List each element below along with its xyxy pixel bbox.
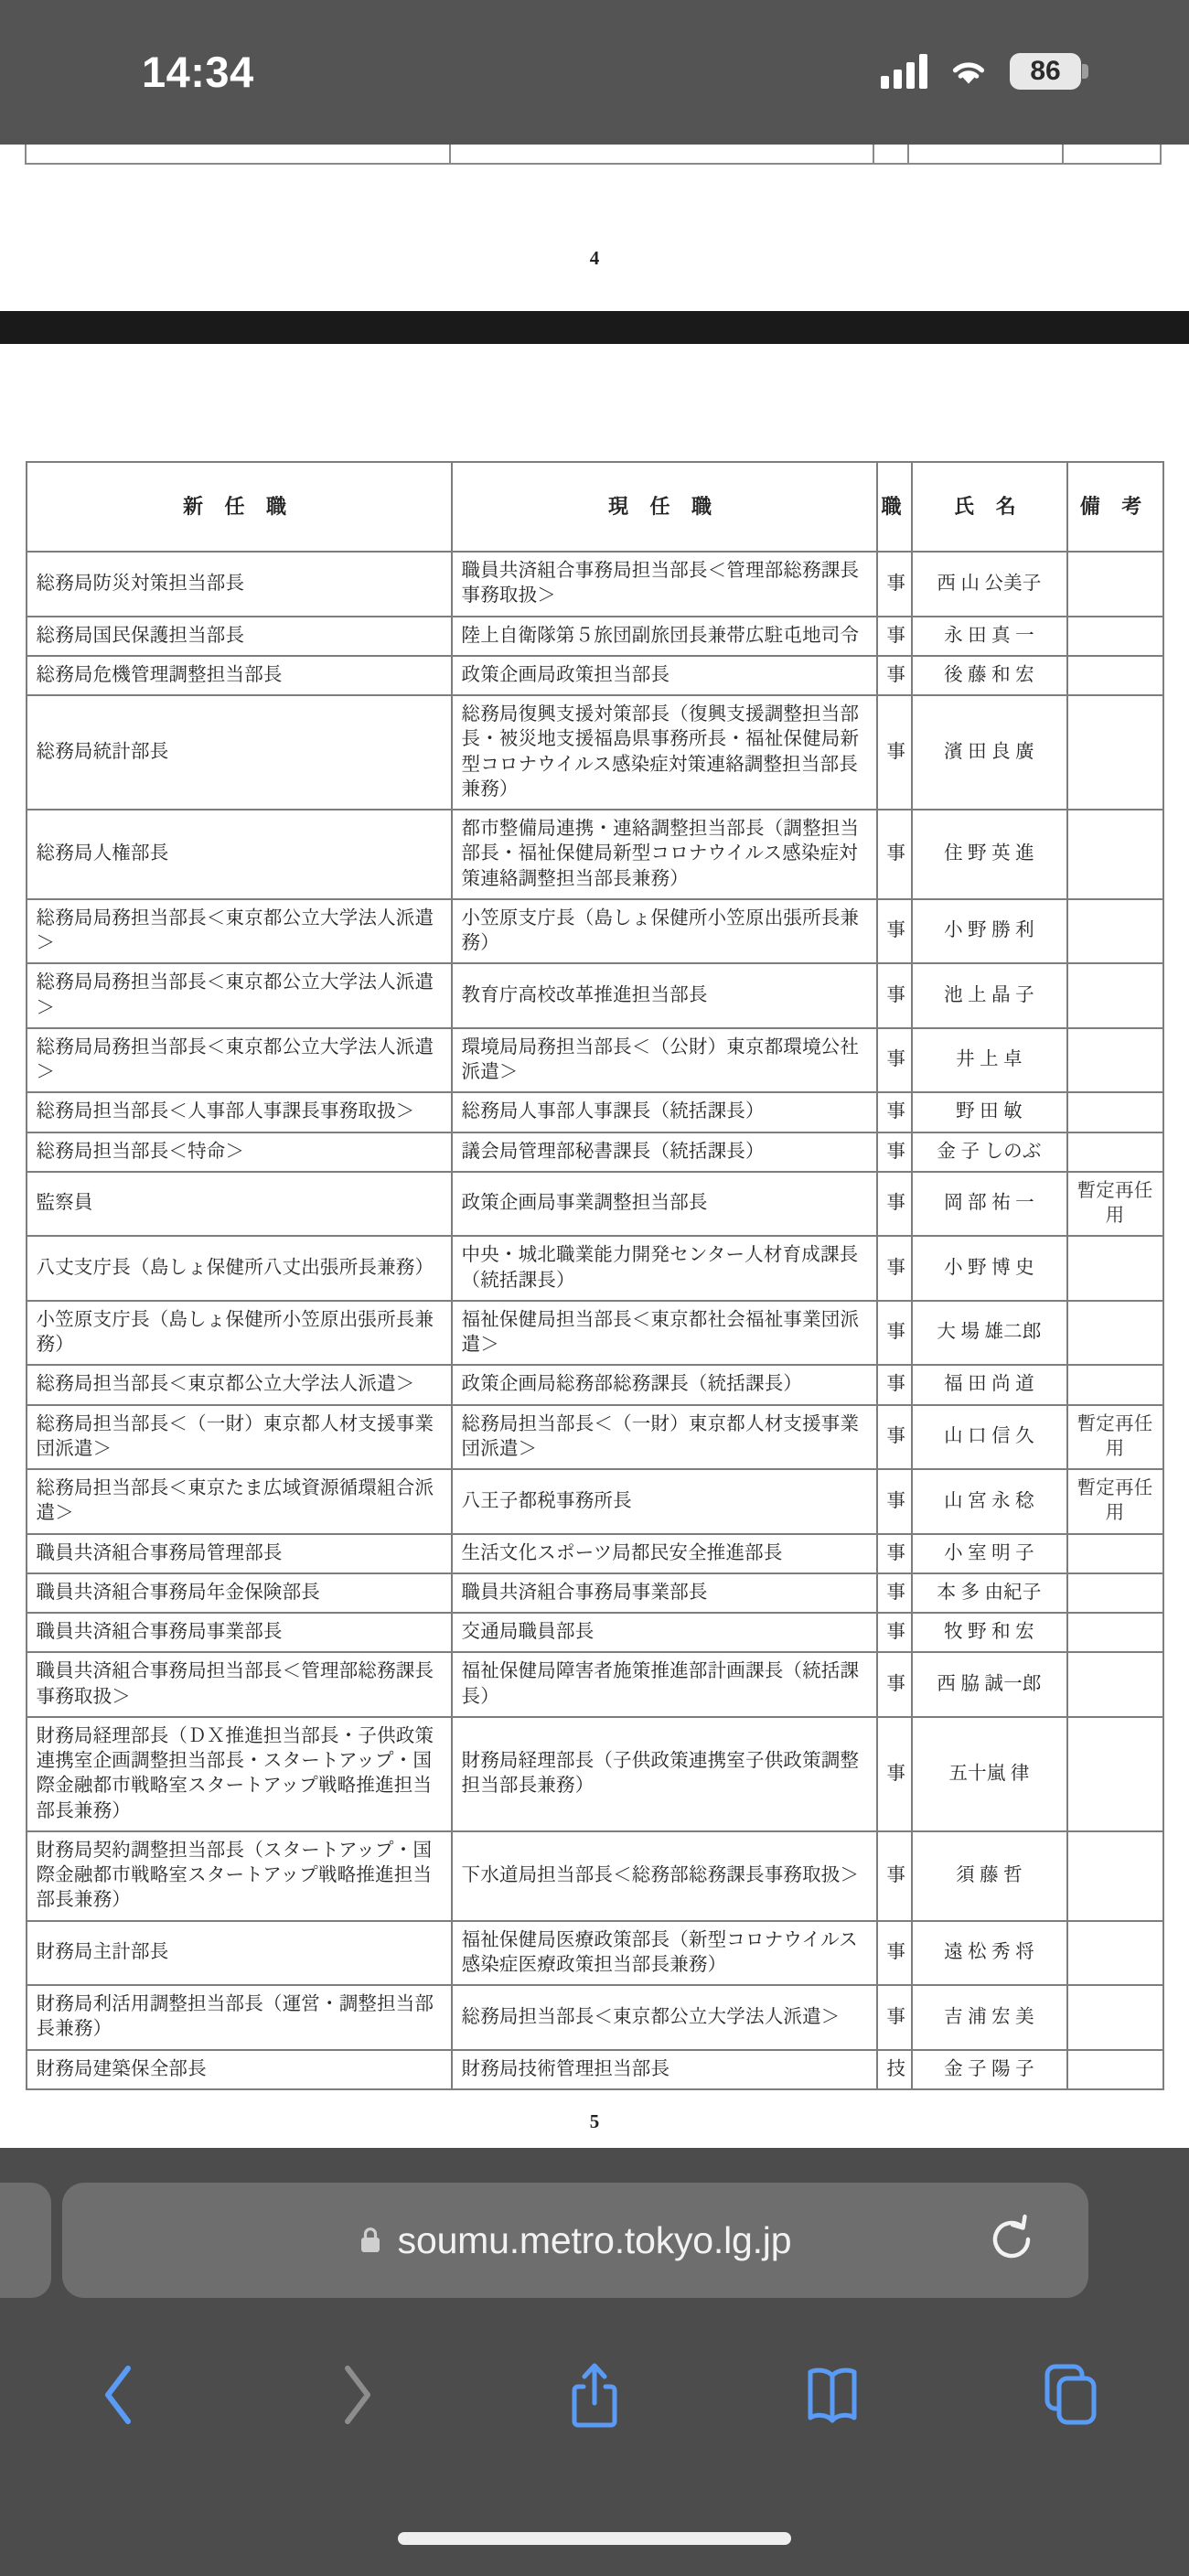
cell-name: 金 子 しのぶ <box>912 1132 1067 1172</box>
cell-remarks <box>1067 810 1163 899</box>
cell-remarks <box>1067 2050 1163 2089</box>
cell-remarks <box>1067 1921 1163 1986</box>
previous-page-table-fragment <box>25 145 1162 165</box>
cell-type: 事 <box>877 1831 912 1921</box>
cell-current-post: 職員共済組合事務局事業部長 <box>452 1573 877 1613</box>
wifi-icon <box>948 55 990 88</box>
cell-name: 五十嵐 律 <box>912 1717 1067 1831</box>
cell-new-post: 総務局国民保護担当部長 <box>27 617 452 656</box>
cell-name: 本 多 由紀子 <box>912 1573 1067 1613</box>
cell-type: 事 <box>877 1092 912 1132</box>
cell-new-post: 職員共済組合事務局年金保険部長 <box>27 1573 452 1613</box>
tabs-button[interactable] <box>951 2331 1189 2459</box>
cell-current-post: 教育庁高校改革推進担当部長 <box>452 963 877 1028</box>
ios-status-bar <box>0 0 1189 145</box>
cell-remarks <box>1067 963 1163 1028</box>
cell-new-post: 総務局防災対策担当部長 <box>27 552 452 617</box>
cell-remarks <box>1067 1092 1163 1132</box>
cell-new-post: 財務局建築保全部長 <box>27 2050 452 2089</box>
cell-remarks <box>1067 695 1163 810</box>
cell-current-post: 職員共済組合事務局担当部長＜管理部総務課長事務取扱＞ <box>452 552 877 617</box>
table-row <box>27 1717 1163 1831</box>
url-bar-row <box>0 2183 1189 2298</box>
home-indicator <box>398 2532 791 2545</box>
cell-name: 濱 田 良 廣 <box>912 695 1067 810</box>
table-row <box>27 1534 1163 1573</box>
cell-type: 事 <box>877 1028 912 1093</box>
cell-new-post: 総務局担当部長＜（一財）東京都人材支援事業団派遣＞ <box>27 1405 452 1470</box>
cell-new-post: 総務局局務担当部長＜東京都公立大学法人派遣＞ <box>27 1028 452 1093</box>
cell-type: 事 <box>877 1717 912 1831</box>
cell-remarks <box>1067 1132 1163 1172</box>
cell-type: 事 <box>877 1405 912 1470</box>
cell-new-post: 財務局主計部長 <box>27 1921 452 1986</box>
cell-new-post: 職員共済組合事務局事業部長 <box>27 1613 452 1652</box>
cell-name: 小 野 勝 利 <box>912 899 1067 964</box>
reload-icon[interactable] <box>988 2214 1035 2265</box>
cell-type: 事 <box>877 1469 912 1534</box>
table-row <box>27 963 1163 1028</box>
address-bar[interactable] <box>62 2183 1088 2298</box>
cell-new-post: 小笠原支庁長（島しょ保健所小笠原出張所長兼務） <box>27 1301 452 1366</box>
cell-current-post: 環境局局務担当部長＜（公財）東京都環境公社派遣＞ <box>452 1028 877 1093</box>
previous-page-number: 4 <box>589 247 600 269</box>
cell-remarks <box>1067 1573 1163 1613</box>
safari-toolbar <box>0 2331 1189 2459</box>
cell-type: 事 <box>877 552 912 617</box>
table-row <box>27 810 1163 899</box>
chevron-right-icon <box>338 2363 375 2427</box>
cell-name: 野 田 敏 <box>912 1092 1067 1132</box>
cell-current-post: 福祉保健局医療政策部長（新型コロナウイルス感染症医療政策担当部長兼務） <box>452 1921 877 1986</box>
cell-type: 事 <box>877 1613 912 1652</box>
cell-remarks <box>1067 1236 1163 1301</box>
cell-name: 西 脇 誠一郎 <box>912 1652 1067 1717</box>
table-row <box>27 1132 1163 1172</box>
battery-icon <box>1010 53 1081 90</box>
cell-name: 住 野 英 進 <box>912 810 1067 899</box>
table-row <box>27 695 1163 810</box>
table-row <box>27 1985 1163 2050</box>
personnel-table-body <box>27 552 1163 2089</box>
cell-remarks <box>1067 1717 1163 1831</box>
forward-button[interactable] <box>238 2331 476 2459</box>
table-row <box>27 1831 1163 1921</box>
share-icon <box>569 2361 620 2429</box>
cell-current-post: 都市整備局連携・連絡調整担当部長（調整担当部長・福祉保健局新型コロナウイルス感染症対策連絡調整担当部長兼務） <box>452 810 877 899</box>
cell-remarks: 暫定再任用 <box>1067 1469 1163 1534</box>
cell-name: 須 藤 哲 <box>912 1831 1067 1921</box>
cell-name: 小 野 博 史 <box>912 1236 1067 1301</box>
cell-name: 岡 部 祐 一 <box>912 1172 1067 1237</box>
cell-name: 小 室 明 子 <box>912 1534 1067 1573</box>
cell-remarks <box>1067 1831 1163 1921</box>
url-text: soumu.metro.tokyo.lg.jp <box>397 2218 792 2261</box>
cell-remarks <box>1067 656 1163 695</box>
table-row <box>27 552 1163 617</box>
cell-remarks <box>1067 1534 1163 1573</box>
cell-name: 池 上 晶 子 <box>912 963 1067 1028</box>
table-row <box>27 2050 1163 2089</box>
table-row <box>27 1469 1163 1534</box>
cell-new-post: 財務局利活用調整担当部長（運営・調整担当部長兼務） <box>27 1985 452 2050</box>
cell-current-post: 政策企画局事業調整担当部長 <box>452 1172 877 1237</box>
cell-type: 技 <box>877 2050 912 2089</box>
cell-new-post: 総務局統計部長 <box>27 695 452 810</box>
status-bar-clock: 14:34 <box>142 48 254 96</box>
cell-current-post: 総務局復興支援対策部長（復興支援調整担当部長・被災地支援福島県事務所長・福祉保健局新型コロナウイルス感染症対策連絡調整担当部長兼務） <box>452 695 877 810</box>
cell-type: 事 <box>877 963 912 1028</box>
cell-remarks <box>1067 1613 1163 1652</box>
cell-new-post: 総務局危機管理調整担当部長 <box>27 656 452 695</box>
cell-remarks <box>1067 617 1163 656</box>
cell-type: 事 <box>877 1652 912 1717</box>
cell-remarks <box>1067 1028 1163 1093</box>
current-page-number: 5 <box>589 2109 600 2132</box>
table-header-row <box>27 462 1163 552</box>
table-row <box>27 1921 1163 1986</box>
cell-type: 事 <box>877 1921 912 1986</box>
table-row <box>27 1652 1163 1717</box>
battery-percentage: 86 <box>1030 56 1061 86</box>
chevron-left-icon <box>101 2363 137 2427</box>
cell-new-post: 財務局契約調整担当部長（スタートアップ・国際金融都市戦略室スタートアップ戦略推進担当部長兼務） <box>27 1831 452 1921</box>
cell-name: 永 田 真 一 <box>912 617 1067 656</box>
webpage-viewport[interactable] <box>0 145 1189 2148</box>
cell-current-post: 中央・城北職業能力開発センター人材育成課長（統括課長） <box>452 1236 877 1301</box>
current-page <box>0 461 1189 2133</box>
cell-remarks: 暫定再任用 <box>1067 1172 1163 1237</box>
safari-bottom-chrome <box>0 2148 1189 2576</box>
cell-name: 福 田 尚 道 <box>912 1365 1067 1404</box>
cell-name: 山 口 信 久 <box>912 1405 1067 1470</box>
cell-current-post: 八王子都税事務所長 <box>452 1469 877 1534</box>
cell-current-post: 政策企画局総務部総務課長（統括課長） <box>452 1365 877 1404</box>
cell-current-post: 陸上自衛隊第５旅団副旅団長兼帯広駐屯地司令 <box>452 617 877 656</box>
cell-name: 牧 野 和 宏 <box>912 1613 1067 1652</box>
cell-remarks: 暫定再任用 <box>1067 1405 1163 1470</box>
cell-current-post: 財務局技術管理担当部長 <box>452 2050 877 2089</box>
cell-type: 事 <box>877 1534 912 1573</box>
cell-name: 大 場 雄二郎 <box>912 1301 1067 1366</box>
cell-name: 金 子 陽 子 <box>912 2050 1067 2089</box>
bookmarks-button[interactable] <box>713 2331 951 2459</box>
cell-new-post: 総務局担当部長＜東京たま広域資源循環組合派遣＞ <box>27 1469 452 1534</box>
cell-current-post: 交通局職員部長 <box>452 1613 877 1652</box>
cell-new-post: 総務局局務担当部長＜東京都公立大学法人派遣＞ <box>27 963 452 1028</box>
table-row <box>27 617 1163 656</box>
header-new-post: 新 任 職 <box>27 462 452 552</box>
cell-new-post: 財務局経理部長（ＤＸ推進担当部長・子供政策連携室企画調整担当部長・スタートアップ・国際金融都市戦略室スタートアップ戦略推進担当部長兼務） <box>27 1717 452 1831</box>
cell-type: 事 <box>877 899 912 964</box>
table-row <box>27 1301 1163 1366</box>
cell-type: 事 <box>877 1301 912 1366</box>
cell-current-post: 総務局人事部人事課長（統括課長） <box>452 1092 877 1132</box>
cell-current-post: 議会局管理部秘書課長（統括課長） <box>452 1132 877 1172</box>
share-button[interactable] <box>476 2331 713 2459</box>
cell-new-post: 八丈支庁長（島しょ保健所八丈出張所長兼務） <box>27 1236 452 1301</box>
cell-name: 遠 松 秀 将 <box>912 1921 1067 1986</box>
cell-name: 吉 浦 宏 美 <box>912 1985 1067 2050</box>
cell-new-post: 総務局担当部長＜人事部人事課長事務取扱＞ <box>27 1092 452 1132</box>
header-remarks: 備 考 <box>1067 462 1163 552</box>
cell-remarks <box>1067 1985 1163 2050</box>
book-icon <box>804 2365 861 2425</box>
cell-type: 事 <box>877 1573 912 1613</box>
cell-current-post: 財務局経理部長（子供政策連携室子供政策調整担当部長兼務） <box>452 1717 877 1831</box>
lock-icon <box>359 2227 381 2254</box>
cell-new-post: 総務局人権部長 <box>27 810 452 899</box>
previous-page-fragment <box>0 145 1189 311</box>
cell-current-post: 福祉保健局担当部長＜東京都社会福祉事業団派遣＞ <box>452 1301 877 1366</box>
cell-type: 事 <box>877 1172 912 1237</box>
header-current-post: 現 任 職 <box>452 462 877 552</box>
cell-current-post: 総務局担当部長＜東京都公立大学法人派遣＞ <box>452 1985 877 2050</box>
cell-new-post: 総務局局務担当部長＜東京都公立大学法人派遣＞ <box>27 899 452 964</box>
cell-current-post: 福祉保健局障害者施策推進部計画課長（統括課長） <box>452 1652 877 1717</box>
cell-new-post: 総務局担当部長＜東京都公立大学法人派遣＞ <box>27 1365 452 1404</box>
cell-current-post: 小笠原支庁長（島しょ保健所小笠原出張所長兼務） <box>452 899 877 964</box>
cell-type: 事 <box>877 1132 912 1172</box>
cell-name: 井 上 卓 <box>912 1028 1067 1093</box>
cell-name: 山 宮 永 稔 <box>912 1469 1067 1534</box>
table-row <box>27 656 1163 695</box>
cell-type: 事 <box>877 1365 912 1404</box>
cell-new-post: 総務局担当部長＜特命＞ <box>27 1132 452 1172</box>
table-row <box>27 899 1163 964</box>
cell-remarks <box>1067 1301 1163 1366</box>
cellular-bars-icon <box>881 54 927 89</box>
cell-type: 事 <box>877 656 912 695</box>
cell-current-post: 下水道局担当部長＜総務部総務課長事務取扱＞ <box>452 1831 877 1921</box>
table-row <box>27 1573 1163 1613</box>
status-bar-indicators <box>881 53 1081 90</box>
cell-current-post: 政策企画局政策担当部長 <box>452 656 877 695</box>
table-row <box>27 1365 1163 1404</box>
cell-type: 事 <box>877 1236 912 1301</box>
header-name: 氏 名 <box>912 462 1067 552</box>
adjacent-tab-peek[interactable] <box>0 2183 51 2298</box>
cell-type: 事 <box>877 1985 912 2050</box>
back-button[interactable] <box>0 2331 238 2459</box>
table-row <box>27 1613 1163 1652</box>
cell-remarks <box>1067 1365 1163 1404</box>
cell-remarks <box>1067 552 1163 617</box>
cell-new-post: 監察員 <box>27 1172 452 1237</box>
cell-name: 西 山 公美子 <box>912 552 1067 617</box>
cell-current-post: 総務局担当部長＜（一財）東京都人材支援事業団派遣＞ <box>452 1405 877 1470</box>
cell-current-post: 生活文化スポーツ局都民安全推進部長 <box>452 1534 877 1573</box>
cell-type: 事 <box>877 695 912 810</box>
cell-new-post: 職員共済組合事務局管理部長 <box>27 1534 452 1573</box>
table-row <box>27 1236 1163 1301</box>
table-row <box>27 1092 1163 1132</box>
table-row <box>27 1028 1163 1093</box>
cell-new-post: 職員共済組合事務局担当部長＜管理部総務課長事務取扱＞ <box>27 1652 452 1717</box>
table-row <box>27 1405 1163 1470</box>
table-row <box>27 1172 1163 1237</box>
cell-name: 後 藤 和 宏 <box>912 656 1067 695</box>
personnel-table <box>26 461 1164 2090</box>
cell-remarks <box>1067 899 1163 964</box>
header-type: 職 <box>877 462 912 552</box>
cell-remarks <box>1067 1652 1163 1717</box>
cell-type: 事 <box>877 810 912 899</box>
cell-type: 事 <box>877 617 912 656</box>
page-separator <box>0 311 1189 344</box>
tabs-icon <box>1042 2363 1098 2427</box>
